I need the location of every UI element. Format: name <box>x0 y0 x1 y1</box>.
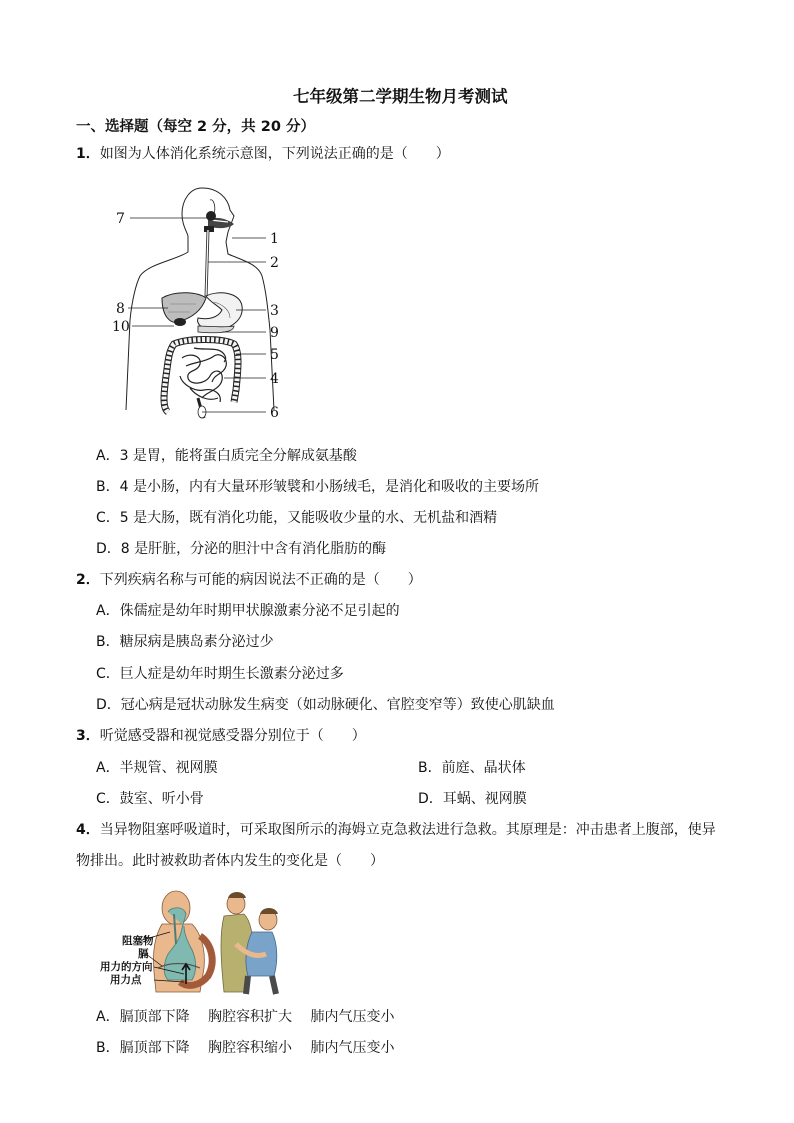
question-stem: 下列疾病名称与可能的病因说法不正确的是（ ） <box>99 572 422 588</box>
anatomy-figure <box>100 891 212 992</box>
question-number: 4． <box>76 822 100 838</box>
question-2 <box>76 571 422 589</box>
q1-option-d: D．8 是肝脏，分泌的胆汁中含有消化脂肪的酶 <box>96 541 387 557</box>
q2-option-b: B．糖尿病是胰岛素分泌过少 <box>96 634 274 650</box>
q3-option-c: C．鼓室、听小骨 <box>96 791 204 807</box>
question-3 <box>76 727 366 745</box>
q3-option-b: B．前庭、晶状体 <box>418 760 526 776</box>
q1-option-c: C．5 是大肠，既有消化功能，又能吸收少量的水、无机盐和酒精 <box>96 510 498 526</box>
question-stem-line-1: 当异物阻塞呼吸道时，可采取图所示的海姆立克急救法进行急救。其原理是：冲击患者上腹部，使异 <box>99 822 716 838</box>
question-1 <box>76 145 450 163</box>
q3-option-d: D．耳蜗、视网膜 <box>418 791 527 807</box>
page-title: 七年级第二学期生物月考测试 <box>293 87 508 106</box>
figure-label-4: 4 <box>270 371 279 387</box>
figure-label-6: 6 <box>270 405 279 421</box>
figure-label-7: 7 <box>116 211 125 227</box>
figure-label-2: 2 <box>270 255 279 271</box>
question-stem: 听觉感受器和视觉感受器分别位于（ ） <box>99 728 366 744</box>
question-number: 1． <box>76 146 100 162</box>
figure-label-5: 5 <box>270 347 279 363</box>
q1-option-b: B．4 是小肠，内有大量环形皱襞和小肠绒毛，是消化和吸收的主要场所 <box>96 479 539 495</box>
q2-option-a: A．侏儒症是幼年时期甲状腺激素分泌不足引起的 <box>96 603 400 619</box>
question-number: 2． <box>76 572 100 588</box>
q2-option-d: D．冠心病是冠状动脉发生病变（如动脉硬化、官腔变窄等）致使心肌缺血 <box>96 697 555 713</box>
figure-label-9: 9 <box>270 325 279 341</box>
q4-option-b: B．膈顶部下降 胸腔容积缩小 肺内气压变小 <box>96 1040 395 1056</box>
question-number: 3． <box>76 728 100 744</box>
question-stem: 如图为人体消化系统示意图，下列说法正确的是（ ） <box>99 146 450 162</box>
figure-label-diaphragm: 膈 <box>138 948 149 960</box>
section-heading: 一、选择题（每空 2 分，共 20 分） <box>76 119 315 135</box>
figure-label-force-point: 用力点 <box>110 974 142 986</box>
question-4 <box>76 821 716 839</box>
heimlich-maneuver-figure <box>96 884 296 996</box>
question-4-stem-line-2: 物排出。此时被救助者体内发生的变化是（ ） <box>76 853 384 869</box>
figure-label-3: 3 <box>270 303 279 319</box>
q2-option-c: C．巨人症是幼年时期生长激素分泌过多 <box>96 666 344 682</box>
q1-option-a: A．3 是胃，能将蛋白质完全分解成氨基酸 <box>96 448 357 464</box>
q4-option-a: A．膈顶部下降 胸腔容积扩大 肺内气压变小 <box>96 1009 395 1025</box>
figure-label-8: 8 <box>116 301 125 317</box>
figure-label-force-direction: 用力的方向 <box>100 961 153 973</box>
figure-label-1: 1 <box>270 231 279 247</box>
q3-option-a: A．半规管、视网膜 <box>96 760 218 776</box>
digestive-system-diagram <box>110 180 300 425</box>
figure-label-obstruction: 阻塞物 <box>122 935 154 947</box>
figure-label-10: 10 <box>112 319 130 335</box>
